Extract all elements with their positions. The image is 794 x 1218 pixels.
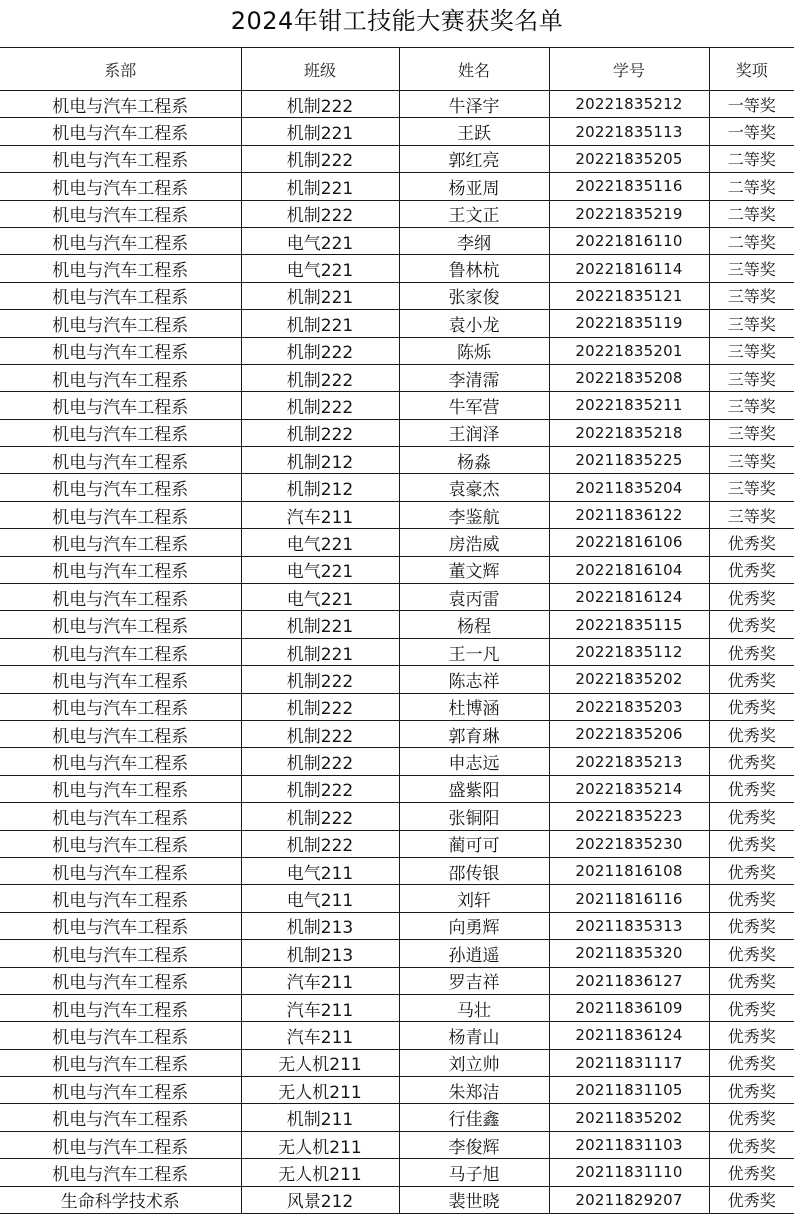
award-cell: 优秀奖 xyxy=(709,912,794,939)
department-cell: 机电与汽车工程系 xyxy=(0,830,241,857)
student-id-cell: 20221835115 xyxy=(549,611,709,638)
department-cell: 机电与汽车工程系 xyxy=(0,584,241,611)
table-row xyxy=(0,173,794,200)
award-cell: 一等奖 xyxy=(709,118,794,145)
class-cell: 无人机211 xyxy=(241,1131,399,1158)
table-row xyxy=(0,91,794,118)
student-id-cell: 20211835202 xyxy=(549,1104,709,1131)
table-row xyxy=(0,1131,794,1158)
award-cell: 优秀奖 xyxy=(709,748,794,775)
student-id-cell: 20221835208 xyxy=(549,364,709,391)
table-row xyxy=(0,666,794,693)
name-cell: 李鉴航 xyxy=(399,501,549,528)
class-cell: 机制222 xyxy=(241,337,399,364)
department-cell: 机电与汽车工程系 xyxy=(0,994,241,1021)
award-cell: 三等奖 xyxy=(709,392,794,419)
table-row xyxy=(0,474,794,501)
department-cell: 机电与汽车工程系 xyxy=(0,638,241,665)
student-id-cell: 20211831117 xyxy=(549,1049,709,1076)
class-cell: 机制212 xyxy=(241,447,399,474)
department-cell: 机电与汽车工程系 xyxy=(0,720,241,747)
department-cell: 机电与汽车工程系 xyxy=(0,803,241,830)
name-cell: 陈烁 xyxy=(399,337,549,364)
name-cell: 向勇辉 xyxy=(399,912,549,939)
department-cell: 生命科学技术系 xyxy=(0,1186,241,1213)
name-cell: 袁丙雷 xyxy=(399,584,549,611)
student-id-cell: 20221835205 xyxy=(549,145,709,172)
department-cell: 机电与汽车工程系 xyxy=(0,1131,241,1158)
class-cell: 汽车211 xyxy=(241,501,399,528)
student-id-cell: 20221816110 xyxy=(549,227,709,254)
department-cell: 机电与汽车工程系 xyxy=(0,145,241,172)
department-cell: 机电与汽车工程系 xyxy=(0,392,241,419)
name-cell: 刘立帅 xyxy=(399,1049,549,1076)
department-cell: 机电与汽车工程系 xyxy=(0,967,241,994)
award-cell: 优秀奖 xyxy=(709,775,794,802)
table-row xyxy=(0,584,794,611)
class-cell: 机制222 xyxy=(241,693,399,720)
name-cell: 王一凡 xyxy=(399,638,549,665)
award-cell: 三等奖 xyxy=(709,501,794,528)
name-cell: 蔺可可 xyxy=(399,830,549,857)
class-cell: 机制222 xyxy=(241,91,399,118)
student-id-cell: 20211835313 xyxy=(549,912,709,939)
student-id-cell: 20221835203 xyxy=(549,693,709,720)
department-cell: 机电与汽车工程系 xyxy=(0,91,241,118)
department-cell: 机电与汽车工程系 xyxy=(0,1049,241,1076)
name-cell: 马壮 xyxy=(399,994,549,1021)
student-id-cell: 20211836127 xyxy=(549,967,709,994)
class-cell: 无人机211 xyxy=(241,1077,399,1104)
award-cell: 优秀奖 xyxy=(709,693,794,720)
class-cell: 电气221 xyxy=(241,584,399,611)
name-cell: 王润泽 xyxy=(399,419,549,446)
award-table xyxy=(0,47,794,1214)
table-row xyxy=(0,255,794,282)
table-row xyxy=(0,364,794,391)
department-cell: 机电与汽车工程系 xyxy=(0,200,241,227)
student-id-cell: 20221835121 xyxy=(549,282,709,309)
award-cell: 三等奖 xyxy=(709,474,794,501)
table-row xyxy=(0,611,794,638)
department-cell: 机电与汽车工程系 xyxy=(0,173,241,200)
table-row xyxy=(0,940,794,967)
student-id-cell: 20221835113 xyxy=(549,118,709,145)
name-cell: 盛紫阳 xyxy=(399,775,549,802)
table-row xyxy=(0,1049,794,1076)
award-cell: 优秀奖 xyxy=(709,584,794,611)
class-cell: 机制222 xyxy=(241,748,399,775)
student-id-cell: 20221835213 xyxy=(549,748,709,775)
class-cell: 机制221 xyxy=(241,282,399,309)
student-id-cell: 20221835116 xyxy=(549,173,709,200)
name-cell: 郭育琳 xyxy=(399,720,549,747)
department-cell: 机电与汽车工程系 xyxy=(0,1022,241,1049)
table-row xyxy=(0,1159,794,1186)
name-cell: 张铜阳 xyxy=(399,803,549,830)
student-id-cell: 20221835214 xyxy=(549,775,709,802)
student-id-cell: 20211836109 xyxy=(549,994,709,1021)
class-cell: 机制221 xyxy=(241,310,399,337)
table-row xyxy=(0,803,794,830)
student-id-cell: 20221835218 xyxy=(549,419,709,446)
award-cell: 三等奖 xyxy=(709,282,794,309)
student-id-cell: 20221835211 xyxy=(549,392,709,419)
table-row xyxy=(0,967,794,994)
award-cell: 优秀奖 xyxy=(709,1077,794,1104)
name-cell: 孙逍遥 xyxy=(399,940,549,967)
class-cell: 机制222 xyxy=(241,775,399,802)
award-cell: 优秀奖 xyxy=(709,1022,794,1049)
table-row xyxy=(0,337,794,364)
name-cell: 陈志祥 xyxy=(399,666,549,693)
student-id-cell: 20221835201 xyxy=(549,337,709,364)
student-id-cell: 20211831103 xyxy=(549,1131,709,1158)
department-cell: 机电与汽车工程系 xyxy=(0,885,241,912)
table-row xyxy=(0,748,794,775)
name-cell: 李纲 xyxy=(399,227,549,254)
award-cell: 三等奖 xyxy=(709,447,794,474)
department-cell: 机电与汽车工程系 xyxy=(0,364,241,391)
student-id-cell: 20221816106 xyxy=(549,529,709,556)
name-cell: 李清霈 xyxy=(399,364,549,391)
class-cell: 机制221 xyxy=(241,173,399,200)
student-id-cell: 20221835230 xyxy=(549,830,709,857)
table-row xyxy=(0,392,794,419)
name-cell: 行佳鑫 xyxy=(399,1104,549,1131)
column-header-award: 奖项 xyxy=(709,48,794,91)
name-cell: 马子旭 xyxy=(399,1159,549,1186)
award-cell: 优秀奖 xyxy=(709,1186,794,1213)
department-cell: 机电与汽车工程系 xyxy=(0,1077,241,1104)
department-cell: 机电与汽车工程系 xyxy=(0,1159,241,1186)
table-row xyxy=(0,556,794,583)
student-id-cell: 20221835206 xyxy=(549,720,709,747)
header-row xyxy=(0,48,794,91)
table-row xyxy=(0,1077,794,1104)
name-cell: 袁豪杰 xyxy=(399,474,549,501)
student-id-cell: 20221835112 xyxy=(549,638,709,665)
award-cell: 三等奖 xyxy=(709,310,794,337)
student-id-cell: 20221835223 xyxy=(549,803,709,830)
student-id-cell: 20221816124 xyxy=(549,584,709,611)
table-row xyxy=(0,775,794,802)
name-cell: 申志远 xyxy=(399,748,549,775)
table-row xyxy=(0,310,794,337)
table-row xyxy=(0,857,794,884)
student-id-cell: 20211836122 xyxy=(549,501,709,528)
award-cell: 优秀奖 xyxy=(709,529,794,556)
student-id-cell: 20211835320 xyxy=(549,940,709,967)
name-cell: 郭红亮 xyxy=(399,145,549,172)
name-cell: 朱郑洁 xyxy=(399,1077,549,1104)
award-cell: 优秀奖 xyxy=(709,1131,794,1158)
student-id-cell: 20221816114 xyxy=(549,255,709,282)
student-id-cell: 20211816108 xyxy=(549,857,709,884)
class-cell: 电气211 xyxy=(241,885,399,912)
table-row xyxy=(0,638,794,665)
table-row xyxy=(0,501,794,528)
class-cell: 机制222 xyxy=(241,200,399,227)
class-cell: 风景212 xyxy=(241,1186,399,1213)
table-row xyxy=(0,1104,794,1131)
class-cell: 机制213 xyxy=(241,940,399,967)
award-cell: 优秀奖 xyxy=(709,556,794,583)
student-id-cell: 20221816104 xyxy=(549,556,709,583)
department-cell: 机电与汽车工程系 xyxy=(0,529,241,556)
table-row xyxy=(0,227,794,254)
table-row xyxy=(0,830,794,857)
class-cell: 汽车211 xyxy=(241,967,399,994)
department-cell: 机电与汽车工程系 xyxy=(0,310,241,337)
table-row xyxy=(0,282,794,309)
student-id-cell: 20211829207 xyxy=(549,1186,709,1213)
student-id-cell: 20211831105 xyxy=(549,1077,709,1104)
department-cell: 机电与汽车工程系 xyxy=(0,447,241,474)
award-cell: 二等奖 xyxy=(709,200,794,227)
department-cell: 机电与汽车工程系 xyxy=(0,118,241,145)
column-header-department: 系部 xyxy=(0,48,241,91)
department-cell: 机电与汽车工程系 xyxy=(0,666,241,693)
class-cell: 机制222 xyxy=(241,392,399,419)
award-cell: 三等奖 xyxy=(709,337,794,364)
name-cell: 李俊辉 xyxy=(399,1131,549,1158)
table-row xyxy=(0,912,794,939)
class-cell: 机制211 xyxy=(241,1104,399,1131)
award-cell: 一等奖 xyxy=(709,91,794,118)
class-cell: 电气211 xyxy=(241,857,399,884)
class-cell: 机制221 xyxy=(241,638,399,665)
student-id-cell: 20211836124 xyxy=(549,1022,709,1049)
table-row xyxy=(0,200,794,227)
award-cell: 优秀奖 xyxy=(709,885,794,912)
department-cell: 机电与汽车工程系 xyxy=(0,501,241,528)
name-cell: 牛军营 xyxy=(399,392,549,419)
award-cell: 优秀奖 xyxy=(709,611,794,638)
class-cell: 机制212 xyxy=(241,474,399,501)
student-id-cell: 20221835119 xyxy=(549,310,709,337)
table-row xyxy=(0,1186,794,1213)
award-cell: 优秀奖 xyxy=(709,940,794,967)
department-cell: 机电与汽车工程系 xyxy=(0,1104,241,1131)
award-cell: 二等奖 xyxy=(709,173,794,200)
award-cell: 优秀奖 xyxy=(709,1104,794,1131)
column-header-student-id: 学号 xyxy=(549,48,709,91)
name-cell: 杨淼 xyxy=(399,447,549,474)
table-body xyxy=(0,91,794,1214)
name-cell: 张家俊 xyxy=(399,282,549,309)
name-cell: 房浩威 xyxy=(399,529,549,556)
table-row xyxy=(0,885,794,912)
table-row xyxy=(0,118,794,145)
class-cell: 机制222 xyxy=(241,419,399,446)
class-cell: 机制222 xyxy=(241,803,399,830)
class-cell: 机制222 xyxy=(241,830,399,857)
department-cell: 机电与汽车工程系 xyxy=(0,255,241,282)
class-cell: 机制221 xyxy=(241,118,399,145)
name-cell: 鲁林杭 xyxy=(399,255,549,282)
column-header-name: 姓名 xyxy=(399,48,549,91)
student-id-cell: 20211835225 xyxy=(549,447,709,474)
name-cell: 罗吉祥 xyxy=(399,967,549,994)
student-id-cell: 20221835219 xyxy=(549,200,709,227)
class-cell: 电气221 xyxy=(241,529,399,556)
class-cell: 机制222 xyxy=(241,145,399,172)
class-cell: 机制222 xyxy=(241,364,399,391)
award-cell: 优秀奖 xyxy=(709,830,794,857)
class-cell: 机制222 xyxy=(241,720,399,747)
column-header-class: 班级 xyxy=(241,48,399,91)
class-cell: 无人机211 xyxy=(241,1159,399,1186)
name-cell: 裴世晓 xyxy=(399,1186,549,1213)
department-cell: 机电与汽车工程系 xyxy=(0,748,241,775)
name-cell: 杨青山 xyxy=(399,1022,549,1049)
table-row xyxy=(0,1022,794,1049)
table-header xyxy=(0,48,794,91)
department-cell: 机电与汽车工程系 xyxy=(0,611,241,638)
department-cell: 机电与汽车工程系 xyxy=(0,556,241,583)
name-cell: 杨程 xyxy=(399,611,549,638)
student-id-cell: 20221835212 xyxy=(549,91,709,118)
award-cell: 三等奖 xyxy=(709,364,794,391)
class-cell: 电气221 xyxy=(241,255,399,282)
student-id-cell: 20211816116 xyxy=(549,885,709,912)
class-cell: 机制213 xyxy=(241,912,399,939)
name-cell: 袁小龙 xyxy=(399,310,549,337)
award-cell: 优秀奖 xyxy=(709,666,794,693)
page-title: 2024年钳工技能大赛获奖名单 xyxy=(230,7,564,35)
award-cell: 二等奖 xyxy=(709,227,794,254)
award-cell: 三等奖 xyxy=(709,255,794,282)
table-row xyxy=(0,693,794,720)
department-cell: 机电与汽车工程系 xyxy=(0,912,241,939)
table-row xyxy=(0,529,794,556)
name-cell: 刘轩 xyxy=(399,885,549,912)
department-cell: 机电与汽车工程系 xyxy=(0,282,241,309)
name-cell: 邵传银 xyxy=(399,857,549,884)
department-cell: 机电与汽车工程系 xyxy=(0,337,241,364)
award-cell: 优秀奖 xyxy=(709,1159,794,1186)
department-cell: 机电与汽车工程系 xyxy=(0,474,241,501)
table-row xyxy=(0,419,794,446)
table-row xyxy=(0,145,794,172)
student-id-cell: 20211835204 xyxy=(549,474,709,501)
class-cell: 汽车211 xyxy=(241,994,399,1021)
department-cell: 机电与汽车工程系 xyxy=(0,419,241,446)
award-cell: 优秀奖 xyxy=(709,803,794,830)
department-cell: 机电与汽车工程系 xyxy=(0,857,241,884)
table-row xyxy=(0,720,794,747)
award-cell: 优秀奖 xyxy=(709,720,794,747)
award-cell: 优秀奖 xyxy=(709,994,794,1021)
department-cell: 机电与汽车工程系 xyxy=(0,775,241,802)
award-cell: 优秀奖 xyxy=(709,638,794,665)
name-cell: 牛泽宇 xyxy=(399,91,549,118)
name-cell: 杨亚周 xyxy=(399,173,549,200)
department-cell: 机电与汽车工程系 xyxy=(0,693,241,720)
department-cell: 机电与汽车工程系 xyxy=(0,940,241,967)
award-cell: 优秀奖 xyxy=(709,857,794,884)
class-cell: 汽车211 xyxy=(241,1022,399,1049)
class-cell: 电气221 xyxy=(241,556,399,583)
student-id-cell: 20211831110 xyxy=(549,1159,709,1186)
class-cell: 电气221 xyxy=(241,227,399,254)
name-cell: 杜博涵 xyxy=(399,693,549,720)
award-cell: 优秀奖 xyxy=(709,1049,794,1076)
table-row xyxy=(0,994,794,1021)
name-cell: 王文正 xyxy=(399,200,549,227)
table-row xyxy=(0,447,794,474)
department-cell: 机电与汽车工程系 xyxy=(0,227,241,254)
student-id-cell: 20221835202 xyxy=(549,666,709,693)
name-cell: 董文辉 xyxy=(399,556,549,583)
class-cell: 机制222 xyxy=(241,666,399,693)
class-cell: 机制221 xyxy=(241,611,399,638)
award-cell: 二等奖 xyxy=(709,145,794,172)
award-cell: 三等奖 xyxy=(709,419,794,446)
name-cell: 王跃 xyxy=(399,118,549,145)
class-cell: 无人机211 xyxy=(241,1049,399,1076)
award-cell: 优秀奖 xyxy=(709,967,794,994)
